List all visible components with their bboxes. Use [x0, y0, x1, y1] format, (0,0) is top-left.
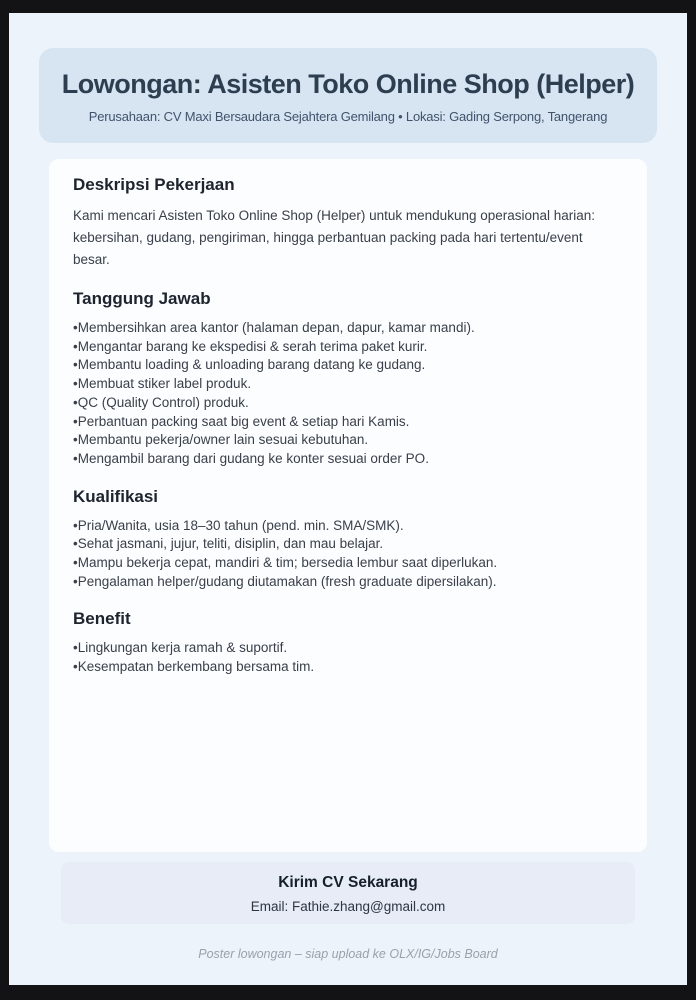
bullet-item: • Sehat jasmani, jujur, teliti, disiplin, dan mau belajar. — [73, 535, 623, 554]
bullet-item: • Mampu bekerja cepat, mandiri & tim; bersedia lembur saat diperlukan. — [73, 554, 623, 573]
section-heading-benefit: Benefit — [73, 609, 131, 629]
job-title: Lowongan: Asisten Toko Online Shop (Helper) — [61, 69, 635, 99]
bullet-item: • Kesempatan berkembang bersama tim. — [73, 658, 623, 677]
bullet-item: • Mengantar barang ke ekspedisi & serah terima paket kurir. — [73, 338, 623, 357]
cta-email: Email: Fathie.zhang@gmail.com — [250, 899, 446, 914]
job-description-paragraph: Kami mencari Asisten Toko Online Shop (Helper) untuk mendukung operasional harian: kebersihan, gudang, pengiriman, hingga perbantuan packing pada hari tertentu/event besar. — [73, 208, 596, 267]
footnote: Poster lowongan – siap upload ke OLX/IG/Jobs Board — [198, 947, 498, 961]
bullet-item: • Mengambil barang dari gudang ke konter sesuai order PO. — [73, 450, 623, 469]
section-heading-kualifikasi: Kualifikasi — [73, 486, 159, 506]
company-location-subtitle: Perusahaan: CV Maxi Bersaudara Sejahtera Gemilang • Lokasi: Gading Serpong, Tangerang — [88, 109, 608, 124]
cta-box — [61, 862, 635, 924]
bullet-item: • Pengalaman helper/gudang diutamakan (fresh graduate dipersilakan). — [73, 573, 623, 592]
bullet-item: • Pria/Wanita, usia 18–30 tahun (pend. min. SMA/SMK). — [73, 517, 623, 536]
qualifications-list — [73, 517, 623, 592]
bullet-item: • Membantu pekerja/owner lain sesuai kebutuhan. — [73, 431, 623, 450]
bullet-item: • Membantu loading & unloading barang datang ke gudang. — [73, 356, 623, 375]
header-band — [39, 48, 657, 143]
bullet-item: • Membuat stiker label produk. — [73, 375, 623, 394]
poster-page — [9, 13, 687, 985]
benefits-list — [73, 639, 623, 676]
bullet-item: • QC (Quality Control) produk. — [73, 394, 623, 413]
bullet-item: • Membersihkan area kantor (halaman depan, dapur, kamar mandi). — [73, 319, 623, 338]
responsibilities-list — [73, 319, 623, 469]
content-card — [49, 159, 647, 852]
section-heading-tanggung-jawab: Tanggung Jawab — [73, 289, 211, 308]
cta-title: Kirim CV Sekarang — [278, 874, 418, 891]
bullet-item: • Lingkungan kerja ramah & suportif. — [73, 639, 623, 658]
section-heading-deskripsi: Deskripsi Pekerjaan — [73, 175, 235, 194]
bullet-item: • Perbantuan packing saat big event & setiap hari Kamis. — [73, 413, 623, 432]
